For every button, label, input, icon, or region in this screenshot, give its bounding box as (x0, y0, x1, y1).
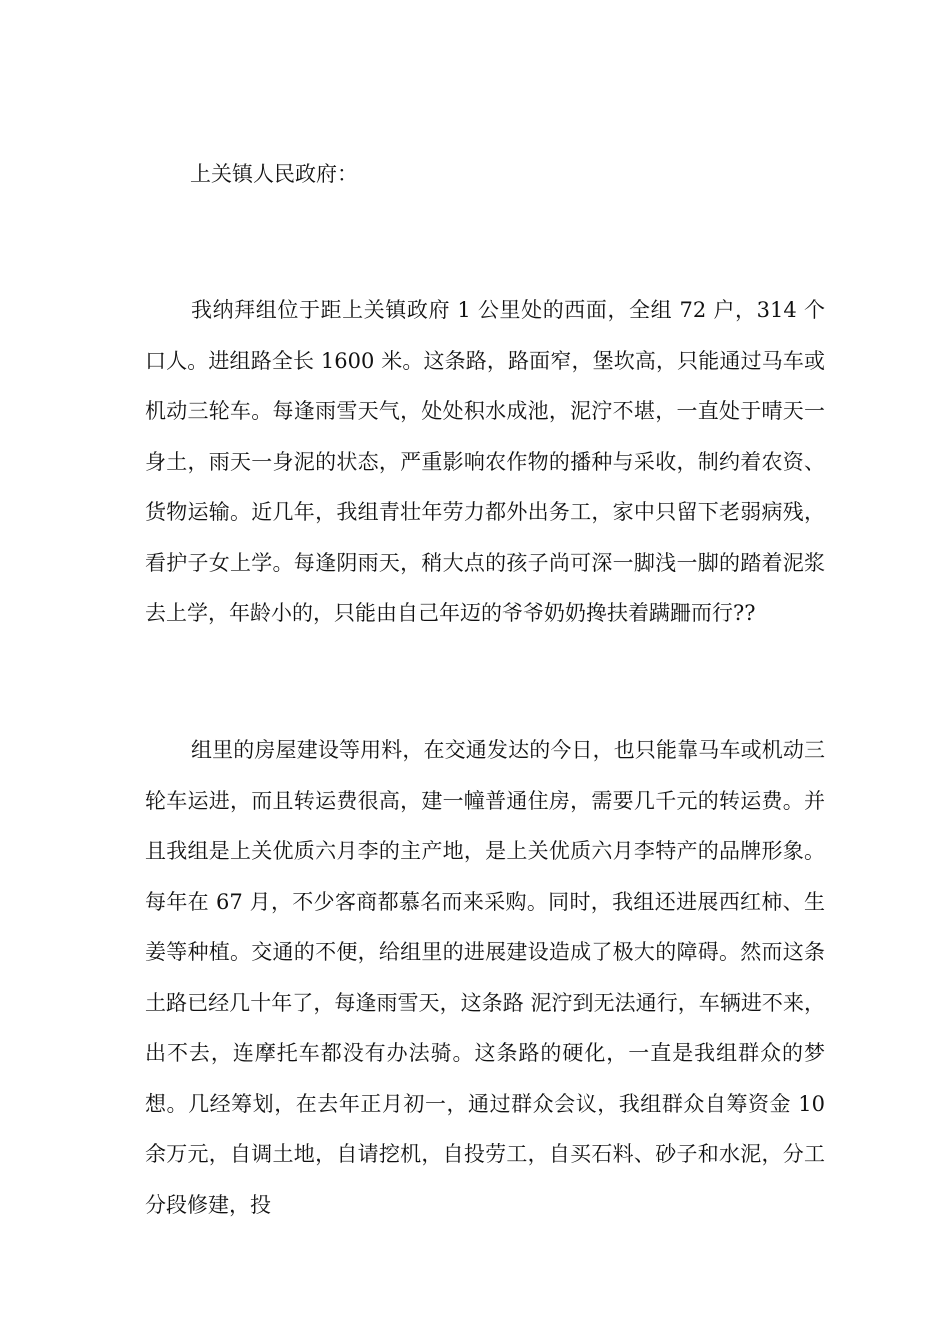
paragraph-2: 组里的房屋建设等用料，在交通发达的今日，也只能靠马车或机动三轮车运进，而且转运费很高，建一幢普通住房，需要几千元的转运费。并且我组是上关优质六月李的主产地，是上关优质六月李特产的品牌形象。每年在 67 月，不少客商都慕名而来采购。同时，我组还进展西红柿、生姜等种植。交通的不便，给组里的进展建设造成了极大的障碍。然而这条土路已经几十年了，每逢雨雪天，这条路 泥泞到无法通行，车辆进不来，出不去，连摩托车都没有办法骑。这条路的硬化，一直是我组群众的梦想。几经筹划，在去年正月初一，通过群众会议，我组群众自筹资金 10 余万元，自调土地，自请挖机，自投劳工，自买石料、砂子和水泥，分工分段修建，投 (145, 738, 825, 1217)
paragraph-1: 我纳拜组位于距上关镇政府 1 公里处的西面，全组 72 户，314 个口人。进组路全长 1600 米。这条路，路面窄，堡坎高，只能通过马车或机动三轮车。每逢雨雪天气，处处积水成池，泥泞不堪，一直处于晴天一身土，雨天一身泥的状态，严重影响农作物的播种与采收，制约着农资、货物运输。近几年，我组青壮年劳力都外出务工，家中只留下老弱病残，看护子女上学。每逢阴雨天，稍大点的孩子尚可深一脚浅一脚的踏着泥浆去上学，年龄小的，只能由自己年迈的爷爷奶奶搀扶着蹒跚而行?? (145, 298, 825, 625)
salutation: 上关镇人民政府： (190, 162, 358, 186)
